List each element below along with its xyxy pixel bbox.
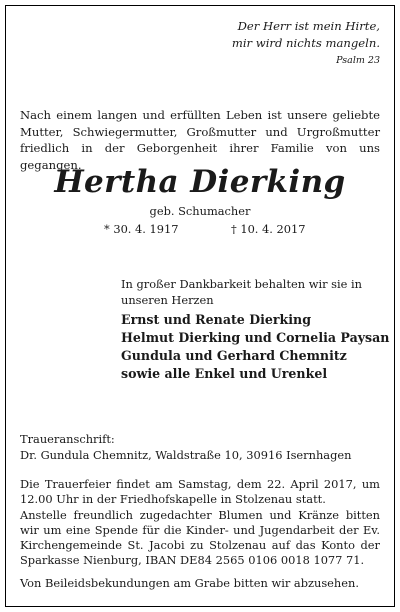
- address-label: Traueranschrift:: [20, 432, 115, 446]
- mourner-entry: Helmut Dierking und Cornelia Paysan: [121, 330, 390, 345]
- donation-line: wir um eine Spende für die Kinder- und Jugendarbeit der Ev.: [20, 523, 380, 537]
- intro-line: friedlich in der Geborgenheit ihrer Familie von uns gegangen.: [20, 141, 380, 172]
- death-date: † 10. 4. 2017: [231, 222, 306, 236]
- mourners-list: [121, 311, 389, 383]
- closing-note: Von Beileidsbekundungen am Grabe bitten wir abzusehen.: [20, 576, 359, 590]
- donation-line: Kirchengemeinde St. Jacobi zu Stolzenau auf das Konto der: [20, 538, 380, 552]
- mourner-entry: Ernst und Renate Dierking: [121, 312, 312, 327]
- thanks-text: [121, 276, 362, 308]
- verse-reference: Psalm 23: [336, 55, 380, 66]
- verse-line-1: Der Herr ist mein Hirte,: [237, 19, 380, 33]
- birth-date: * 30. 4. 1917: [104, 222, 179, 236]
- funeral-line: Die Trauerfeier findet am Samstag, dem 22. April 2017, um: [20, 477, 380, 491]
- mourner-entry: Gundula und Gerhard Chemnitz: [121, 348, 347, 363]
- donation-line: Sparkasse Nienburg, IBAN DE84 2565 0106 0018 1077 71.: [20, 553, 365, 567]
- funeral-info: [20, 477, 380, 507]
- thanks-line-1: In großer Dankbarkeit behalten wir sie in: [121, 277, 363, 291]
- verse-line-2: mir wird nichts mangeln.: [231, 36, 380, 50]
- donation-info: [20, 508, 380, 568]
- thanks-line-2: unseren Herzen: [121, 293, 214, 307]
- donation-line: Anstelle freundlich zugedachter Blumen und Kränze bitten: [20, 508, 380, 522]
- bible-verse: [232, 18, 380, 69]
- mourner-entry: sowie alle Enkel und Urenkel: [121, 366, 328, 381]
- birth-name: geb. Schumacher: [149, 204, 251, 218]
- funeral-line: 12.00 Uhr in der Friedhofskapelle in Stolzenau statt.: [20, 492, 326, 506]
- intro-line: Mutter, Schwiegermutter, Großmutter und Urgroßmutter: [20, 124, 380, 139]
- deceased-name: Hertha Dierking: [54, 164, 346, 200]
- mourning-address: [20, 432, 351, 463]
- intro-line: Nach einem langen und erfüllten Leben ist unsere geliebte: [20, 108, 380, 122]
- address-value: Dr. Gundula Chemnitz, Waldstraße 10, 30916 Isernhagen: [20, 447, 352, 462]
